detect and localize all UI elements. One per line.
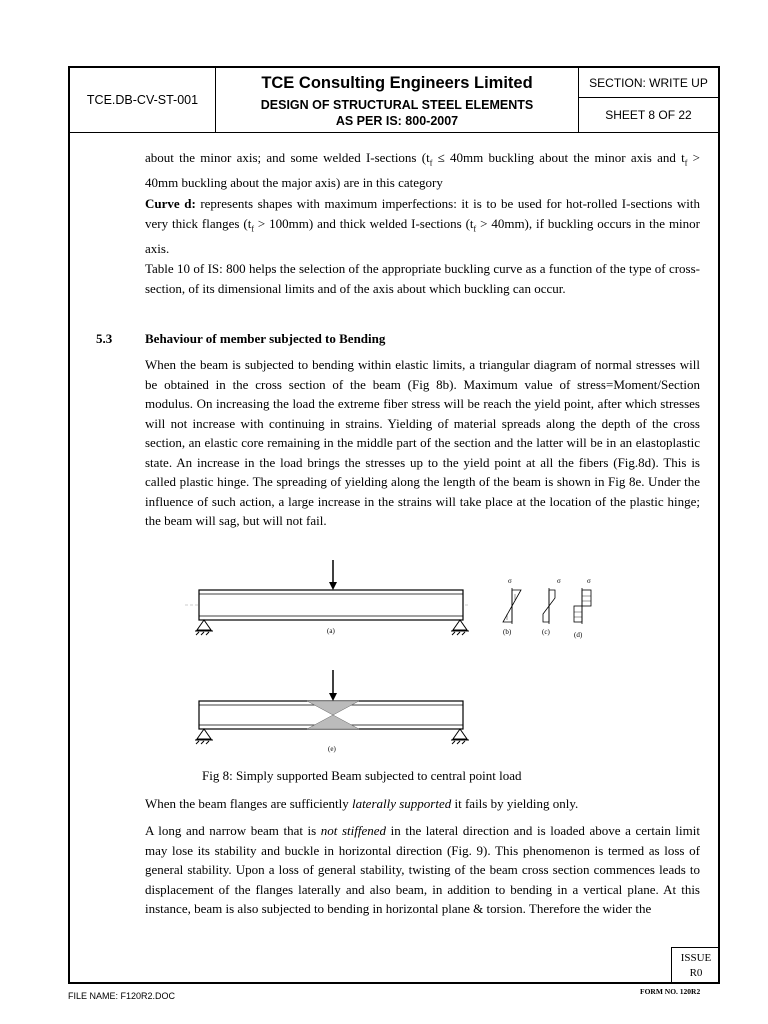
sigma-c: σ xyxy=(508,577,512,585)
label-b: (b) xyxy=(503,628,512,636)
issue-label: ISSUE xyxy=(680,952,712,964)
label-e: (e) xyxy=(328,745,336,753)
doc-code: TCE.DB-CV-ST-001 xyxy=(70,68,216,132)
beam-figure xyxy=(185,558,615,763)
beam-e xyxy=(199,701,463,729)
support-left-a xyxy=(195,620,213,635)
stress-diagram-b xyxy=(503,588,521,624)
sheet-number: SHEET 8 OF 22 xyxy=(605,108,692,122)
issue-box xyxy=(671,947,720,984)
paragraph-curve-c-continued: about the minor axis; and some welded I-sections ($t_f \le 40mm$ buckling about the minor axis and $t_f > 40mm$ buckling about the major axis) are in this category xyxy=(145,150,700,191)
header-table xyxy=(70,68,718,133)
stress-diagram-d xyxy=(574,588,591,624)
load-arrow-e xyxy=(329,670,337,701)
paragraph-general-stability: A long and narrow beam that is not stiffened in the lateral direction and is loaded above a certain limit may lose its stability and buckle in horizontal direction (Fig. 9). This phenomenon is termed as loss of general stability. Upon a loss of general stability, twisting of the beam cross section commences leads to displacement of the flanges laterally and also beam, in addition to bending in a vertical plane. At this instance, beam is also subjected to bending in horizontal plane & torsion. Therefore the wider the xyxy=(145,823,700,916)
paragraph-bending-behaviour: When the beam is subjected to bending within elastic limits, a triangular diagram of normal stresses will be obtained in the cross section of the beam (Fig 8b). Maximum value of stress=Moment/Section modulus. On increasing the load the extreme fiber stress will be reach the yield point, after which stresses will not increase with continuing in strains. Yielding of material spreads along the depth of the cross section, an elastic core remaining in the middle part of the section and the latter will be in an elastoplastic state. An increase in the load brings the stresses up to the yield point at all the fibers (Fig.8d). This is called plastic hinge. The spreading of yielding along the length of the beam is shown in Fig 8e. Under the influence of such action, a large increase in the strains will take place at the location of the plastic hinge; the beam will sag, but will not fail. xyxy=(145,357,700,528)
beam-a xyxy=(185,590,470,620)
label-d: (d) xyxy=(574,631,583,639)
load-arrow-a xyxy=(329,560,337,590)
sigma-d: σ xyxy=(557,577,561,585)
support-right-e xyxy=(451,729,469,744)
section-number: 5.3 xyxy=(96,331,113,346)
issue-revision: R0 xyxy=(689,967,703,979)
title-line-2: AS PER IS: 800-2007 xyxy=(335,114,459,128)
section-sheet-cell xyxy=(579,68,718,132)
stress-diagram-c xyxy=(543,588,555,624)
sigma-e: σ xyxy=(587,577,591,585)
label-c: (c) xyxy=(542,628,550,636)
support-right-a xyxy=(451,620,469,635)
curve-d-label: Curve d: xyxy=(145,196,196,211)
title-cell xyxy=(216,68,579,132)
section-label: SECTION: WRITE UP xyxy=(579,68,718,98)
company-name: TCE Consulting Engineers Limited xyxy=(261,74,533,92)
title-line-1: DESIGN OF STRUCTURAL STEEL ELEMENTS xyxy=(260,98,534,112)
paragraph-curve-d: Curve d: represents shapes with maximum imperfections: it is to be used for hot-rolled I-sections with very thick flanges $(t_f > 100mm)$ and thick welded I-sections $(t_f > 40mm)$, if buckling occurs in the minor axis. xyxy=(145,196,701,256)
footer-file-name: FILE NAME: F120R2.DOC xyxy=(68,991,176,1001)
section-title: Behaviour of member subjected to Bending xyxy=(145,331,386,346)
label-a: (a) xyxy=(327,627,335,635)
figure-caption: Fig 8: Simply supported Beam subjected to central point load xyxy=(202,768,522,783)
paragraph-lateral-support: When the beam flanges are sufficiently laterally supported it fails by yielding only. xyxy=(145,796,579,811)
paragraph-table-10: Table 10 of IS: 800 helps the selection of the appropriate buckling curve as a function of the type of cross-section, of its dimensional limits and of the axis about which buckling can occur. xyxy=(145,261,700,296)
document-title xyxy=(216,97,578,129)
support-left-e xyxy=(195,729,213,744)
footer-form-number: FORM NO. 120R2 xyxy=(640,987,701,996)
